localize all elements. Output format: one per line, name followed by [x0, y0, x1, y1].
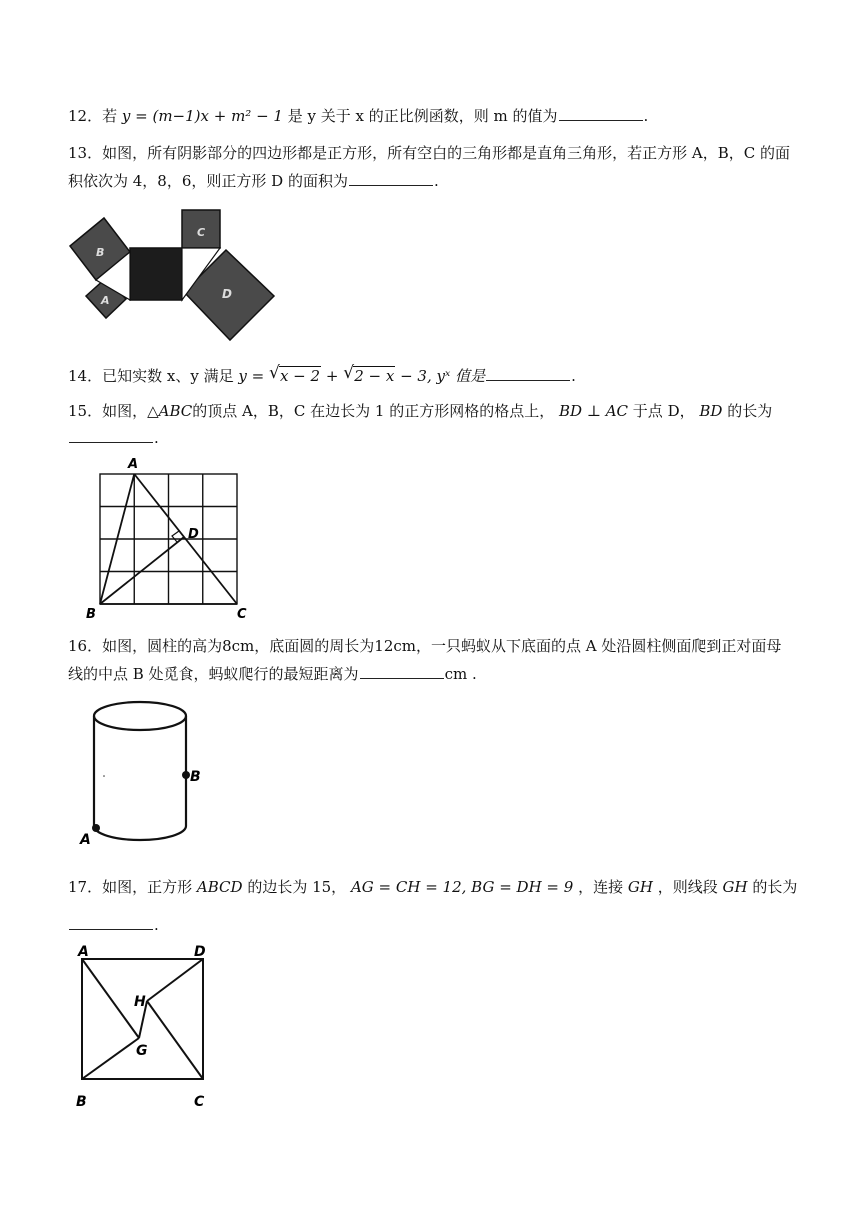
question-number: 16． [68, 637, 103, 655]
label-a: A [80, 832, 91, 848]
label-c: C [197, 226, 206, 239]
label-c: C [194, 1094, 205, 1110]
square-abcd-figure [70, 942, 220, 1112]
answer-blank[interactable] [69, 915, 153, 930]
point-a [92, 824, 100, 832]
question-number: 12． [68, 107, 103, 125]
grid [100, 474, 237, 604]
label-a: A [101, 294, 110, 307]
label-h: H [134, 994, 146, 1010]
formula: y = (m−1)x + m² − 1 [121, 107, 283, 125]
label-b: B [86, 607, 96, 622]
bottom-arc [94, 826, 186, 840]
question-16-line-2: 线的中点 B 处觅食，蚂蚁爬行的最短距离为 cm . [68, 665, 477, 683]
segment-bd [100, 537, 184, 604]
right-angle-mark [172, 531, 179, 542]
top-ellipse [94, 702, 186, 730]
question-12: 12．若 y = (m−1)x + m² − 1 是 y 关于 x 的正比例函数，则 m 的值为 . [68, 107, 649, 125]
answer-blank[interactable] [69, 428, 153, 443]
label-c: C [237, 607, 247, 622]
label-b: B [76, 1094, 87, 1110]
label-d: D [188, 527, 199, 542]
squares-figure [66, 206, 278, 346]
cylinder-figure [76, 694, 216, 850]
answer-blank[interactable] [559, 106, 643, 121]
segment-ch [147, 1001, 203, 1079]
segment-ag [82, 959, 139, 1038]
question-17-line-1: 17．如图，正方形 ABCD 的边长为 15， AG = CH = 12, BG = DH = 9 ，连接 GH ，则线段 GH 的长为 [68, 878, 798, 896]
square-center [130, 248, 182, 300]
label-d: D [222, 287, 232, 301]
question-13-line-2: 积依次为 4，8，6，则正方形 D 的面积为 . [68, 172, 439, 190]
answer-blank[interactable] [349, 171, 433, 186]
dot [103, 775, 105, 777]
label-g: G [136, 1043, 148, 1059]
label-d: D [194, 944, 206, 960]
question-number: 13． [68, 144, 103, 162]
question-number: 15． [68, 402, 103, 420]
question-number: 17． [68, 878, 103, 896]
question-15-line-2: . [68, 428, 159, 448]
answer-blank[interactable] [360, 664, 444, 679]
label-b: B [96, 246, 105, 259]
question-16-line-1: 16．如图，圆柱的高为8cm，底面圆的周长为12cm，一只蚂蚁从下底面的点 A 处沿圆柱侧面爬到正对面母 [68, 637, 782, 655]
radical-2: √ 2 − x [343, 363, 395, 385]
question-15-line-1: 15．如图，△ABC的顶点 A，B，C 在边长为 1 的正方形网格的格点上， BD ⊥ AC 于点 D， BD 的长为 [68, 402, 773, 420]
radical-1: √ x − 2 [268, 363, 321, 385]
answer-blank[interactable] [486, 366, 570, 381]
label-a: A [78, 944, 89, 960]
point-b [182, 771, 190, 779]
segment-dh [147, 959, 203, 1001]
question-13-line-1: 13．如图，所有阴影部分的四边形都是正方形，所有空白的三角形都是直角三角形，若正方形 A，B，C 的面 [68, 144, 790, 162]
question-number: 14． [68, 367, 103, 385]
question-14: 14．已知实数 x、y 满足 y = √ x − 2 + √ 2 − x − 3, yˣ 值是 . [68, 363, 576, 385]
question-17-line-2: . [68, 915, 159, 935]
grid-triangle-figure [84, 456, 254, 622]
label-b: B [190, 769, 201, 785]
segment-bg [82, 1038, 139, 1079]
label-a: A [128, 457, 139, 472]
